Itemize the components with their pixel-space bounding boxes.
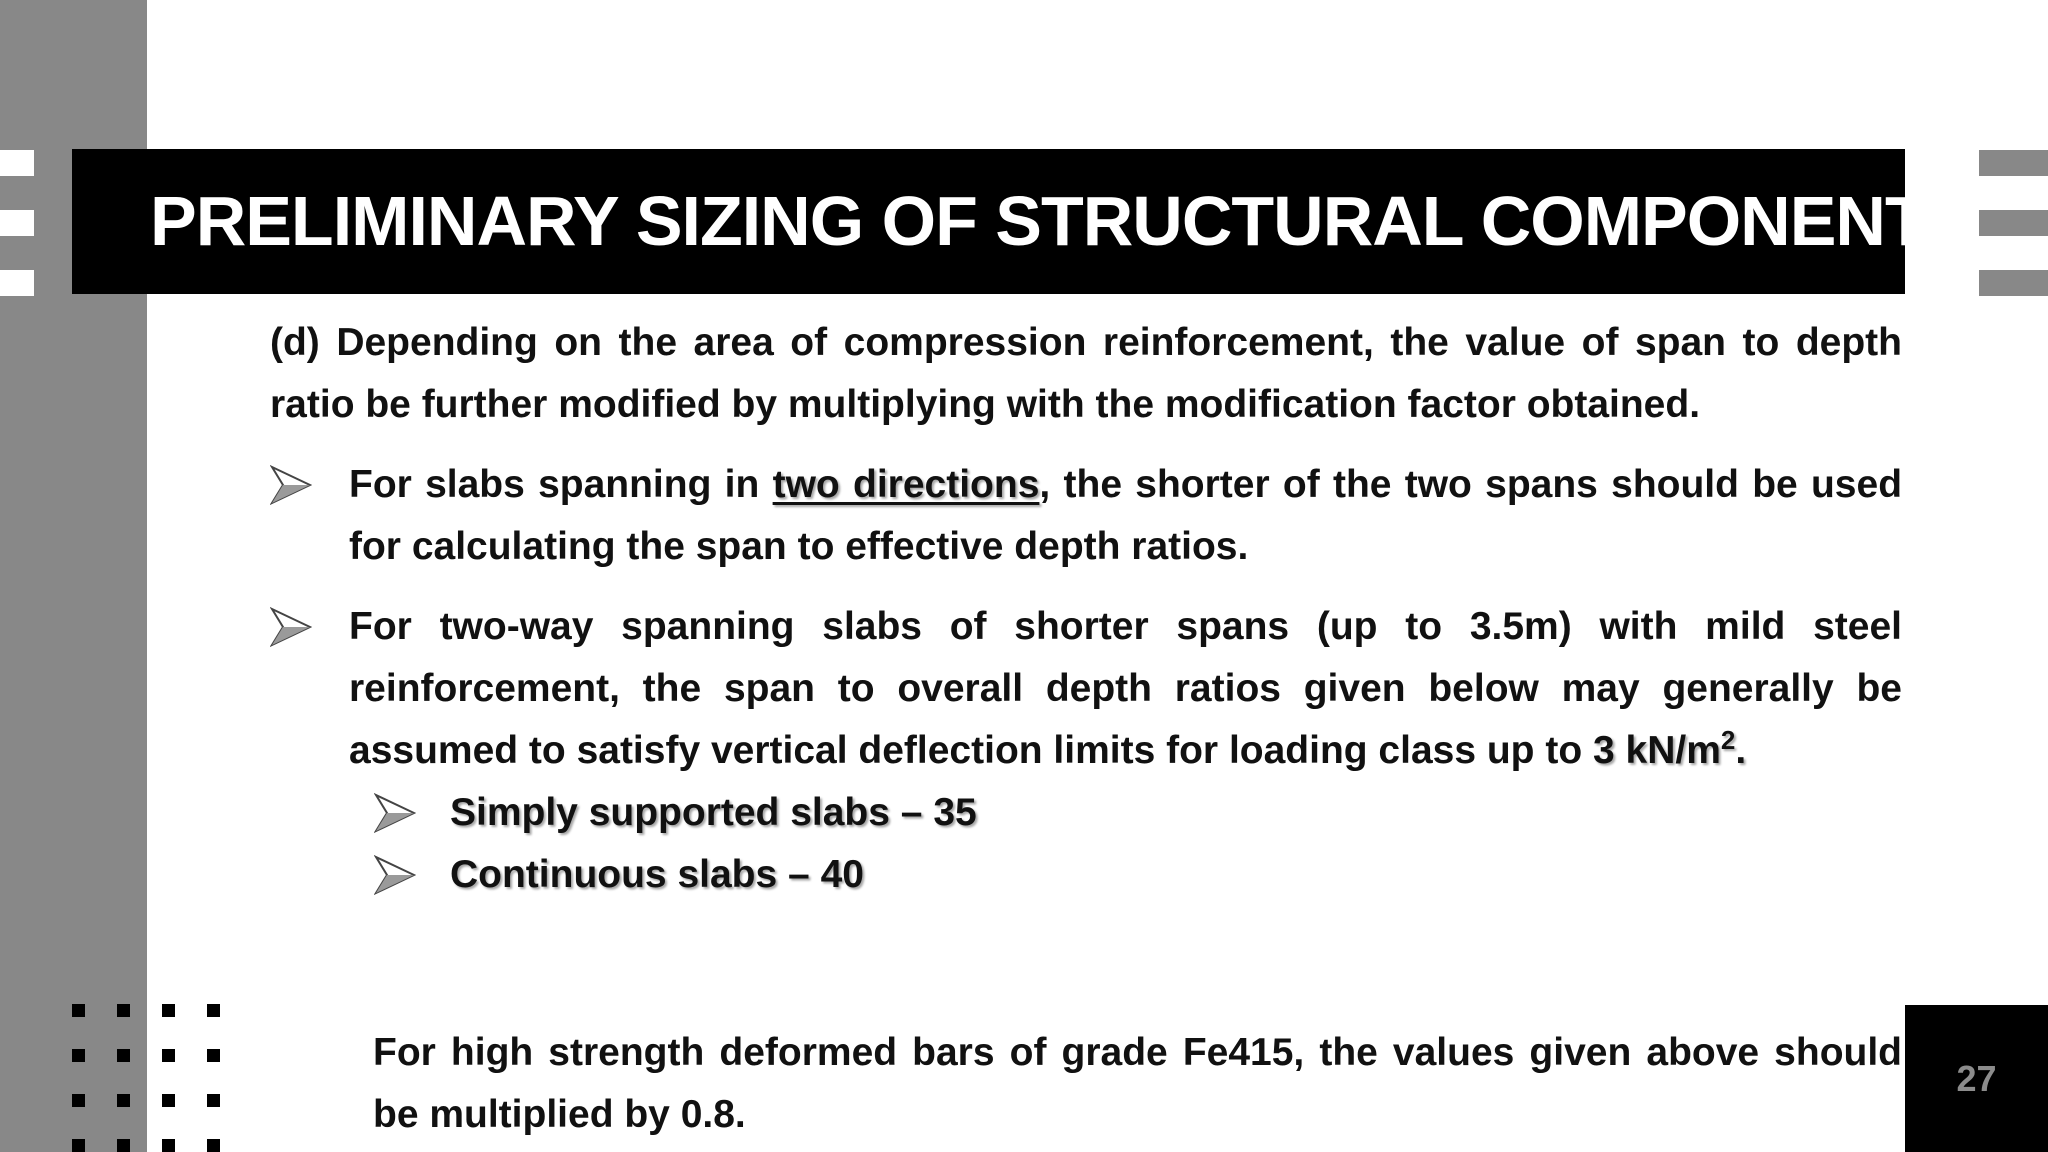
two-directions-emphasis: two directions [772,463,1040,506]
slide-title: PRELIMINARY SIZING OF STRUCTURAL COMPONENTS [150,182,1973,260]
fe415-note: For high strength deformed bars of grade Fe415, the values given above should be multiplied by 0.8. [373,1031,1902,1136]
stripe [1979,270,2048,296]
right-stripes-decoration [1979,150,2048,330]
arrowhead-bullet-icon [270,606,312,648]
arrowhead-bullet-icon [374,792,416,834]
bullet-text-end: , the shorter of the two spans should be used for calculating the span to effective depth ratios. [349,463,1903,568]
slide-body [270,312,1902,906]
bullet-text-start: For slabs spanning in [349,463,773,506]
load-exponent: 2 [1720,725,1736,755]
dot [72,1139,85,1152]
dot [72,1049,85,1062]
left-stripes-decoration [0,150,34,330]
page-number: 27 [1956,1058,1997,1099]
list-item-continuous [374,844,1902,906]
stripe [0,270,34,296]
load-value: 3 kN/m [1592,729,1721,772]
page-number-box [1905,1005,2048,1152]
list-item-separator: – [889,791,934,834]
load-end: . [1735,729,1747,772]
dot [207,1004,220,1017]
list-item-value: 35 [933,791,977,834]
dot [162,1049,175,1062]
arrowhead-bullet-icon [374,854,416,896]
bullet-text: For two-way spanning slabs of shorter spans (up to 3.5m) with mild steel reinforcement, the span to overall depth ratios given below may generally be assumed to satisfy vertical deflection limits for loading class up to [349,605,1902,772]
dot [162,1139,175,1152]
dot [72,1094,85,1107]
dot [117,1004,130,1017]
dot [207,1094,220,1107]
dot [117,1049,130,1062]
dot [117,1139,130,1152]
span-depth-ratio-list [374,782,1902,906]
dot [162,1004,175,1017]
list-item-simply-supported [374,782,1902,844]
title-bar [72,149,1973,294]
dot [162,1094,175,1107]
list-item-value: 40 [820,853,864,896]
dot [72,1004,85,1017]
bullet-two-directions [270,454,1902,578]
list-item-separator: – [777,853,821,896]
dot [207,1049,220,1062]
stripe [0,210,34,236]
dot [117,1094,130,1107]
bullet-two-way-slabs [270,596,1902,782]
stripe [1979,150,2048,176]
arrowhead-bullet-icon [270,464,312,506]
list-item-label: Simply supported slabs [450,791,890,834]
stripe [1979,210,2048,236]
paragraph-d: (d) Depending on the area of compression reinforcement, the value of span to depth ratio be further modified by multiplying with the modification factor obtained. [270,321,1902,426]
list-item-label: Continuous slabs [450,853,778,896]
dot [207,1139,220,1152]
stripe [0,150,34,176]
